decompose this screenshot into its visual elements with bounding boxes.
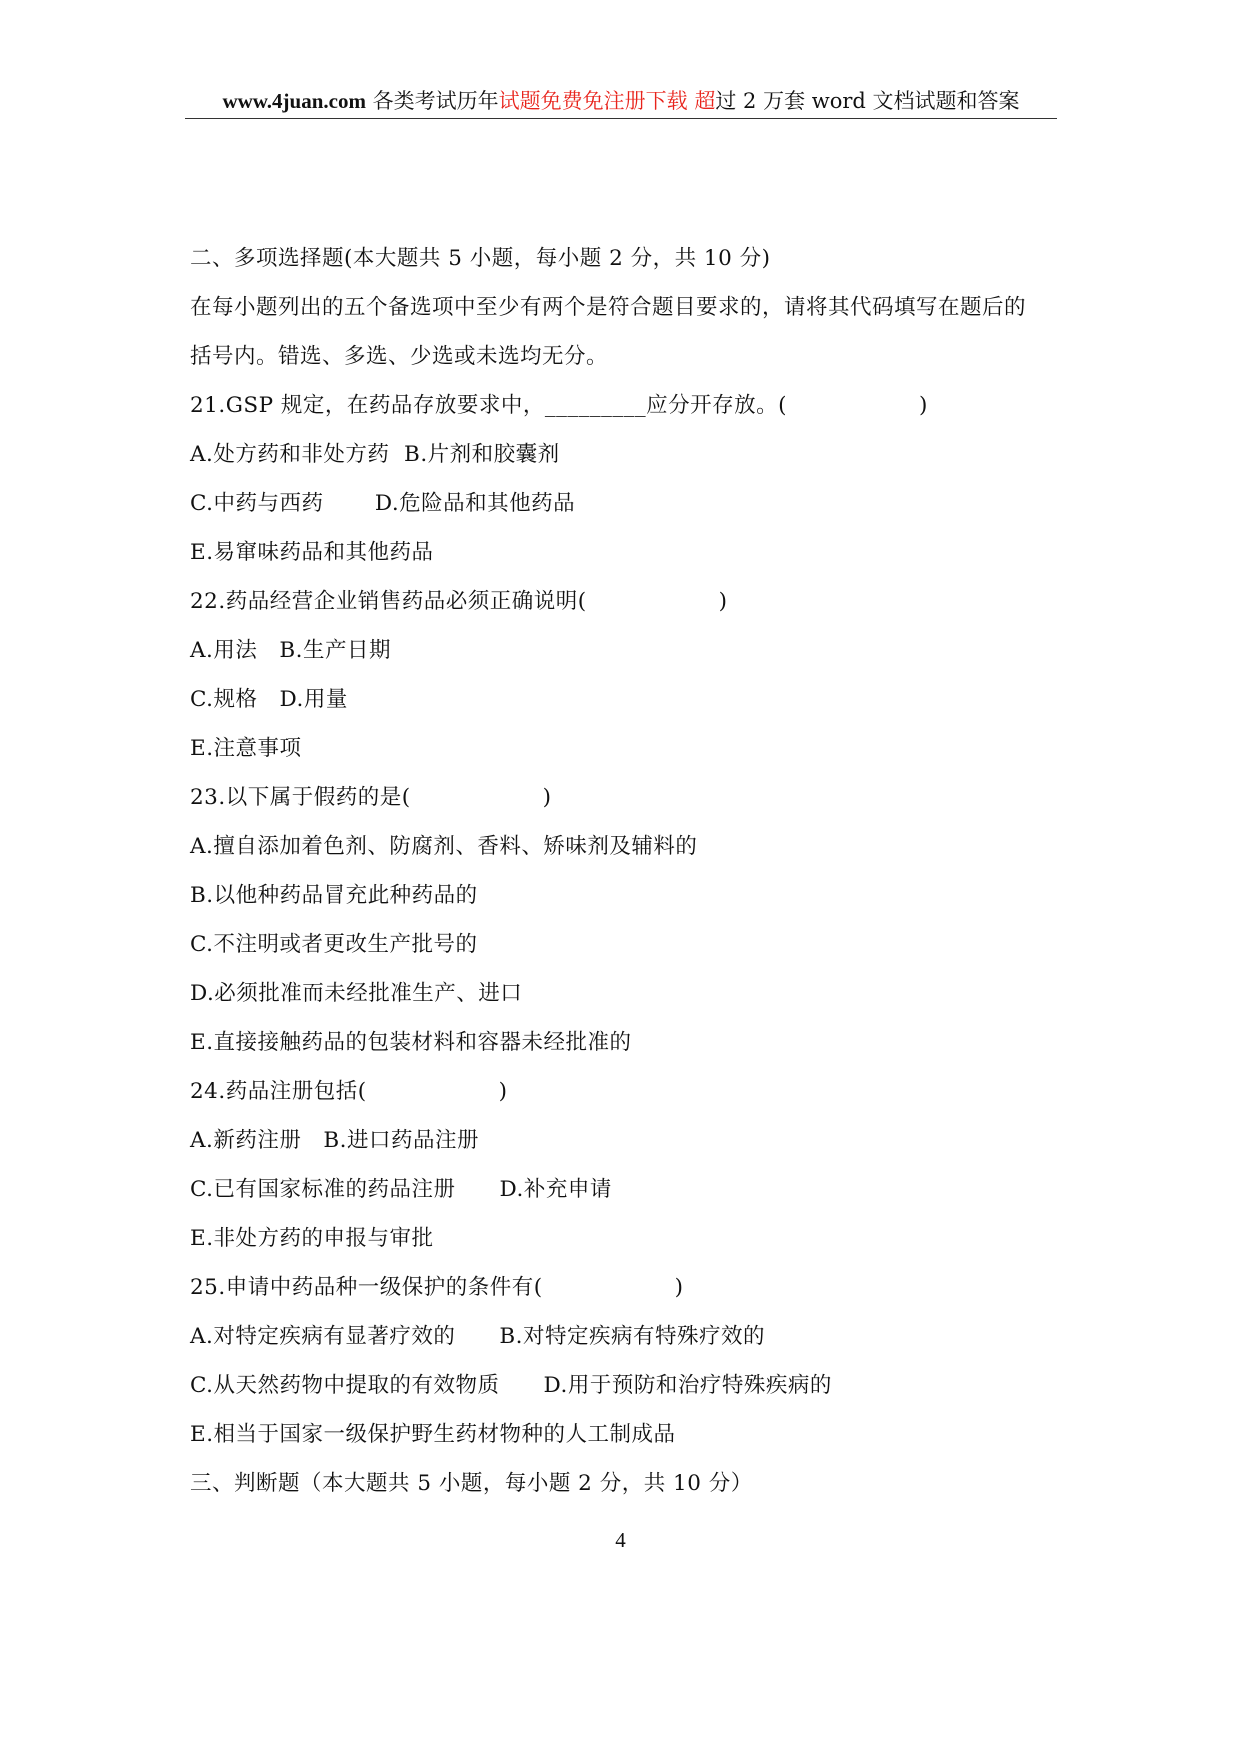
section-heading-true-false: 三、判断题（本大题共 5 小题，每小题 2 分，共 10 分） (190, 1471, 753, 1496)
question-22-option-e: E.注意事项 (190, 736, 302, 761)
question-25-options-ab: A.对特定疾病有显著疗效的 B.对特定疾病有特殊疗效的 (190, 1324, 766, 1349)
question-25: 25.申请中药品种一级保护的条件有( ) (190, 1275, 684, 1300)
header-text-2: 过 2 万套 word 文档试题和答案 (715, 89, 1020, 113)
header-red-text-1: 试题免费免注册下载 (498, 89, 688, 113)
question-24: 24.药品注册包括( ) (190, 1079, 508, 1104)
instruction-line-1: 在每小题列出的五个备选项中至少有两个是符合题目要求的，请将其代码填写在题后的 (190, 295, 1027, 320)
question-23-option-a: A.擅自添加着色剂、防腐剂、香料、矫味剂及辅料的 (190, 834, 698, 859)
question-21-options-ab: A.处方药和非处方药 B.片剂和胶囊剂 (190, 442, 560, 467)
question-22-options-ab: A.用法 B.生产日期 (190, 638, 391, 663)
question-24-options-cd: C.已有国家标准的药品注册 D.补充申请 (190, 1177, 612, 1202)
page-number: 4 (615, 1528, 626, 1552)
question-23-option-d: D.必须批准而未经批准生产、进口 (190, 981, 523, 1006)
header-site: www.4juan.com (222, 89, 366, 113)
question-23-option-c: C.不注明或者更改生产批号的 (190, 932, 478, 957)
section-heading-multiple-choice: 二、多项选择题(本大题共 5 小题，每小题 2 分，共 10 分) (190, 246, 771, 271)
question-21-option-e: E.易窜味药品和其他药品 (190, 540, 434, 565)
page-header (185, 86, 1057, 119)
question-22: 22.药品经营企业销售药品必须正确说明( ) (190, 589, 728, 614)
question-21: 21.GSP 规定，在药品存放要求中，_________应分开存放。( ) (190, 393, 928, 418)
header-red-text-2: 超 (694, 89, 716, 113)
question-23-option-b: B.以他种药品冒充此种药品的 (190, 883, 478, 908)
header-text-1: 各类考试历年 (365, 89, 499, 113)
question-24-option-e: E.非处方药的申报与审批 (190, 1226, 434, 1251)
question-23: 23.以下属于假药的是( ) (190, 785, 552, 810)
question-25-option-e: E.相当于国家一级保护野生药材物种的人工制成品 (190, 1422, 676, 1447)
question-21-options-cd: C.中药与西药 D.危险品和其他药品 (190, 491, 576, 516)
question-25-options-cd: C.从天然药物中提取的有效物质 D.用于预防和治疗特殊疾病的 (190, 1373, 832, 1398)
instruction-line-2: 括号内。错选、多选、少选或未选均无分。 (190, 344, 609, 369)
question-23-option-e: E.直接接触药品的包装材料和容器未经批准的 (190, 1030, 632, 1055)
question-24-options-ab: A.新药注册 B.进口药品注册 (190, 1128, 479, 1153)
question-22-options-cd: C.规格 D.用量 (190, 687, 348, 712)
